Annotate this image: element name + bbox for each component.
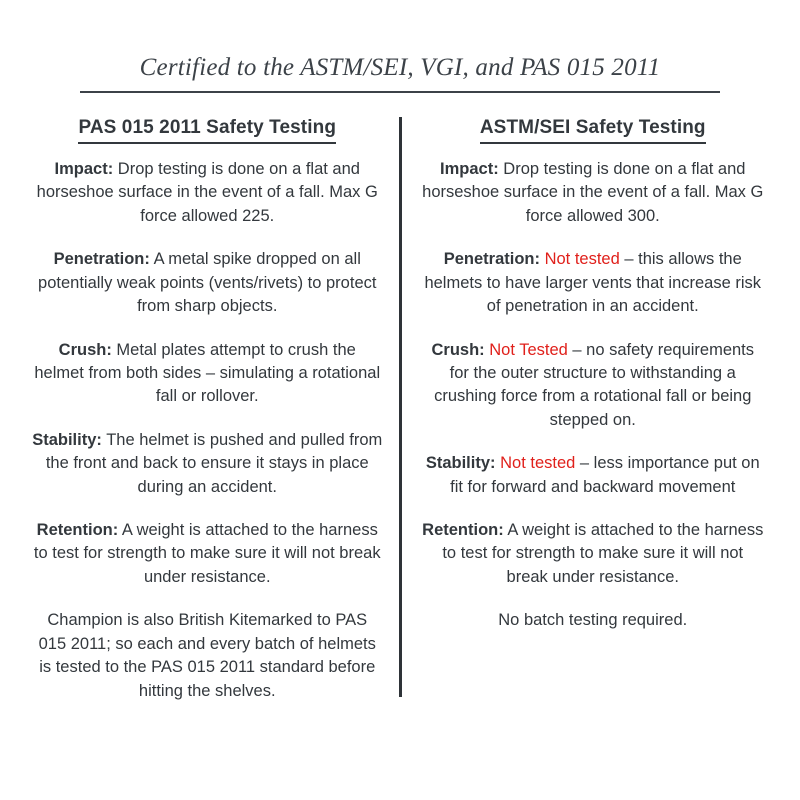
not-tested-badge: Not tested — [539, 250, 620, 269]
column-heading-astm: ASTM/SEI Safety Testing — [480, 117, 706, 144]
test-entry-crush-astm — [416, 339, 771, 433]
test-entry-stability-astm — [416, 452, 771, 499]
closing-note-pas: Champion is also British Kitemarked to PAS 015 2011; so each and every batch of helmets is tested to the PAS 015 2011 standard before hitting the shelves. — [38, 611, 376, 700]
entry-text: A metal spike dropped on all potentially weak points (vents/rivets) to protect from sharp objects. — [38, 250, 377, 316]
entry-text: A weight is attached to the harness to test for strength to make sure it will not break under resistance. — [442, 521, 764, 586]
not-tested-badge: Not Tested — [484, 340, 568, 359]
entry-label: Penetration: — [443, 250, 540, 269]
page-title: Certified to the ASTM/SEI, VGI, and PAS 015 2011 — [80, 54, 720, 93]
test-entry-retention-astm — [416, 519, 771, 589]
test-entry-retention-pas — [30, 519, 385, 589]
entry-label: Stability: — [425, 454, 496, 473]
vertical-divider — [399, 117, 402, 697]
columns-container — [30, 117, 770, 721]
entry-text: The helmet is pushed and pulled from the front and back to ensure it stays in place during an accident. — [45, 430, 383, 496]
test-entry-stability-pas — [30, 429, 385, 499]
entry-text: Metal plates attempt to crush the helmet from both sides – simulating a rotational fall or rollover. — [34, 340, 381, 406]
column-pas-015 — [30, 117, 385, 721]
entry-label: Penetration: — [53, 250, 150, 269]
entry-label: Impact: — [54, 160, 114, 178]
entry-label: Impact: — [440, 160, 499, 178]
entry-label: Crush: — [431, 340, 485, 359]
test-entry-penetration-pas — [30, 248, 385, 318]
test-entry-crush-pas — [30, 339, 385, 409]
test-entry-impact-pas — [30, 158, 385, 228]
entry-label: Retention: — [36, 521, 119, 540]
entry-text: A weight is attached to the harness to test for strength to make sure it will not break under resistance. — [33, 521, 381, 586]
entry-label: Stability: — [32, 430, 102, 449]
entry-text: – no safety requirements for the outer structure to withstanding a crushing force from a rotational fall or being stepped on. — [434, 340, 755, 429]
entry-label: Retention: — [422, 521, 504, 540]
entry-text: – this allows the helmets to have larger vents that increase risk of penetration in an accident. — [424, 250, 762, 316]
column-heading-pas: PAS 015 2011 Safety Testing — [78, 117, 336, 144]
not-tested-badge: Not tested — [495, 454, 576, 473]
entry-text: Drop testing is done on a flat and horseshoe surface in the event of a fall. Max G force allowed 300. — [422, 160, 764, 225]
entry-text: Drop testing is done on a flat and horseshoe surface in the event of a fall. Max G force allowed 225. — [36, 160, 378, 225]
entry-label: Crush: — [58, 340, 112, 359]
test-entry-impact-astm — [416, 158, 771, 228]
test-entry-penetration-astm — [416, 248, 771, 318]
closing-note-astm: No batch testing required. — [498, 611, 688, 630]
entry-text: – less importance put on fit for forward and backward movement — [450, 454, 760, 496]
column-astm-sei — [416, 117, 771, 721]
